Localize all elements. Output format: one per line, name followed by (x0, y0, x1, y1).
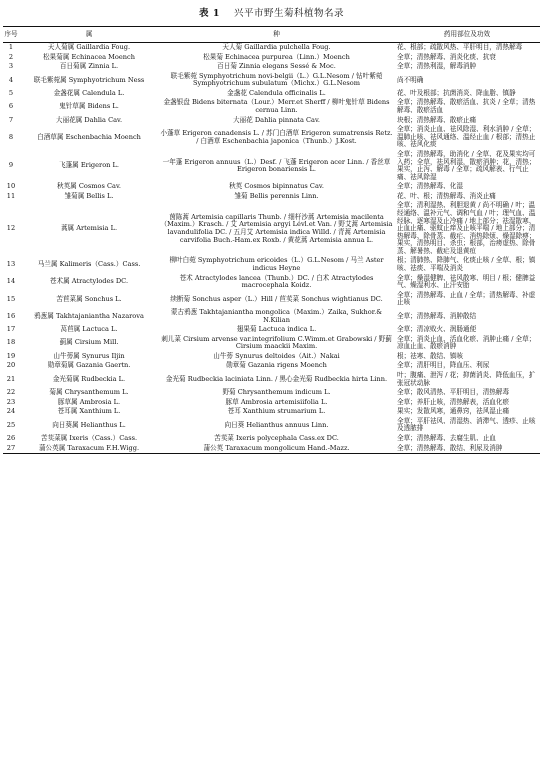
row-genus: 白酒草属 Eschenbachia Moench (37, 132, 141, 141)
row-number: 4 (8, 75, 14, 84)
table-row (3, 62, 540, 72)
row-medicinal-use: 全草；清凉败火、润肠通便 (397, 325, 477, 334)
row-number: 21 (6, 374, 16, 383)
table-row (3, 72, 540, 89)
row-number: 11 (6, 191, 16, 200)
row-genus: 苍耳属 Xanthium L. (57, 407, 121, 416)
row-species: 野菊 Chrysanthemum indicum L. (222, 388, 331, 397)
table-row (3, 398, 540, 408)
table-title: 兴平市野生菊科植物名录 (233, 8, 344, 19)
row-genus: 鬼针草属 Bidens L. (59, 102, 119, 111)
row-genus: 苦荬菜属 Ixeris（Cass.）Cass. (40, 434, 138, 443)
row-medicinal-use: 全草；清热解毒、去腐生肌、止血 (397, 434, 496, 443)
row-genus: 百日菊属 Zinnia L. (59, 62, 119, 71)
table-row (3, 371, 540, 388)
row-species: 刺儿菜 Cirsium arvense var.integrifolium C.Wimm.et Grabowski / 野蓟 Cirsium maackii Maxim. (161, 334, 392, 351)
row-medicinal-use: 全草；养肝止咳，清热解表，活血化瘀 (397, 397, 510, 406)
table-row (3, 182, 540, 192)
row-species: 金盏花 Calendula officinalis L. (227, 88, 326, 97)
row-genus: 豚草属 Ambrosia L. (57, 397, 121, 406)
row-number: 7 (8, 115, 14, 124)
row-species: 天人菊 Gaillardia pulchella Foug. (222, 43, 331, 51)
table-row (3, 308, 540, 325)
table-row (3, 201, 540, 256)
plant-list-table (3, 26, 540, 454)
row-number: 26 (6, 434, 16, 443)
table-row (3, 116, 540, 126)
table-row (3, 388, 540, 398)
row-genus: 秋英属 Cosmos Cav. (57, 182, 121, 191)
row-species: 翅果菊 Lactuca indica L. (236, 325, 317, 334)
row-species: 秋英 Cosmos bipinnatus Cav. (229, 182, 324, 191)
row-genus: 向日葵属 Helianthus L. (52, 420, 126, 429)
row-number: 9 (8, 161, 14, 170)
row-species: 苍术 Atractylodes lancea（Thunb.）DC. / 白术 Atractylodes macrocephala Koidz. (179, 273, 374, 290)
row-number: 5 (8, 88, 14, 97)
table-row (3, 417, 540, 434)
row-medicinal-use: 全草；消炎止血、祛风除湿、利水消肿 / 全草；温肺止咳、祛风通络、温经止血 / 根部；清热止咳、祛风化痰 (397, 125, 536, 149)
row-genus: 松果菊属 Echinacea Moench (43, 52, 135, 61)
table-row (3, 325, 540, 335)
table-row (3, 53, 540, 63)
row-number: 17 (6, 325, 16, 334)
row-number: 8 (8, 132, 14, 141)
row-number: 13 (6, 260, 16, 269)
row-medicinal-use: 叶；腹痛、泄泻 / 花；抑菌消炎、降低血压，扩张冠状动脉 (397, 370, 536, 387)
row-genus: 蒿属 Artemisia L. (60, 224, 118, 233)
row-number: 12 (6, 224, 16, 233)
row-medicinal-use: 全草；清热解毒、消肿散结 (397, 311, 477, 320)
row-medicinal-use: 花、叶及根部；抗菌消炎、降血脂、镇静 (397, 88, 516, 97)
row-number: 16 (6, 311, 16, 320)
row-species: 小蓬草 Erigeron canadensis L. / 苏门白酒草 Erigeron sumatrensis Retz. / 白酒草 Eschenbachia japonica（Thunb.）J.Kost. (160, 128, 393, 145)
row-medicinal-use: 全草；清热解毒，助消化 / 全草、花及果实均可入药；全草，祛风利湿，散瘀消肿；花，清热；果实，止泻、解毒 / 全草；疏风解表、行气止痛、祛风除湿 (397, 149, 536, 181)
row-genus: 大丽花属 Dahlia Cav. (55, 115, 123, 124)
table-row (3, 192, 540, 202)
row-species: 续断菊 Sonchus asper（L.）Hill / 苣荬菜 Sonchus wightianus DC. (170, 294, 383, 303)
row-medicinal-use: 全草；燥湿健脾、祛风散寒、明目 / 根；健脾益气、燥湿利水、止汗安胎 (397, 273, 536, 290)
table-row (3, 352, 540, 362)
row-medicinal-use: 全草；散风清热、平肝明目，清热解毒 (397, 388, 510, 397)
row-species: 向日葵 Helianthus annuus Linn. (224, 420, 329, 429)
table-row (3, 98, 540, 115)
row-medicinal-use: 根；清肺热、降肺气、化痰止咳 / 全草、根；镇咳、祛痰、平喘及消炎 (397, 256, 536, 273)
row-medicinal-use: 全草；清热解毒、散瘀活血、抗炎 / 全草；清热解毒、散瘀活血 (397, 98, 536, 115)
row-species: 联毛紫菀 Symphyotrichum novi-belgii（L.）G.L.Nesom / 钻叶紫菀 Symphyotrichum subulatum（Michx.）G.L.Nesom (170, 71, 383, 88)
row-number: 22 (6, 388, 16, 397)
row-medicinal-use: 尚不明确 (397, 75, 424, 84)
row-number: 25 (6, 420, 16, 429)
table-body (3, 43, 540, 454)
row-species: 大丽花 Dahlia pinnata Cav. (232, 115, 321, 124)
table-caption (0, 5, 543, 19)
row-genus: 联毛紫菀属 Symphyotrichum Ness (33, 75, 145, 84)
table-number: 表 1 (199, 8, 220, 19)
row-number: 6 (8, 102, 14, 111)
row-medicinal-use: 根；祛寒、散结、镇咳 (397, 351, 463, 360)
table-row (3, 444, 540, 454)
row-medicinal-use: 全草；清热解毒、散结、利尿及消肿 (394, 444, 540, 454)
row-species: 豚草 Ambrosia artemisiifolia L. (225, 397, 328, 406)
row-number: 10 (6, 182, 16, 191)
row-species: 百日菊 Zinnia elegans Sessé & Moc. (217, 62, 336, 71)
table-header-row (3, 27, 540, 43)
row-genus: 山牛蒡属 Synurus Iljin (53, 351, 125, 360)
row-number: 15 (6, 294, 16, 303)
table-row (3, 291, 540, 308)
row-medicinal-use: 全草；清热解毒、消炎化痰、抗衰 (397, 52, 496, 61)
row-number: 23 (6, 397, 16, 406)
table-row (3, 335, 540, 352)
row-species: 金盏银盘 Bidens biternata（Lour.）Merr.et Sherff / 柳叶鬼针草 Bidens cernua Linn. (163, 98, 390, 115)
header-medicinal-use: 药用部位及功效 (394, 27, 540, 43)
row-medicinal-use: 全草；清利湿热、利胆退黄 / 尚不明确 / 叶；温经通络、温补元气、调和气血 / 叶；理气血、温经脉、逐寒湿及止冷痛 / 地上部分；祛湿散寒、止血止痛、驱蚊止痒及止咳平喘 / 地上部分；清热解毒、除骨蒸、截疟、消热除烦、燥湿除痹；果实，清热明目、杀虫；根部，治痨虚热、除骨蒸、解暑热、截疟及退黄疸 (397, 201, 536, 255)
row-species: 雏菊 Bellis perennis Linn. (234, 191, 319, 200)
header-number: 序号 (3, 27, 19, 43)
row-medicinal-use: 花、根部；疏散风热、平肝明目，清热解毒 (397, 43, 523, 51)
row-medicinal-use: 全草；清肝明目，降血压、利尿 (397, 361, 490, 370)
row-genus: 蓟属 Cirsium Mill. (59, 338, 119, 347)
row-species: 柳叶白菀 Symphyotrichum ericoides（L.）G.L.Nesom / 马兰 Aster indicus Heyne (169, 256, 384, 273)
row-genus: 雏菊属 Bellis L. (64, 191, 114, 200)
row-number: 27 (3, 444, 19, 454)
row-species: 勋章菊 Gazania rigens Moench (226, 361, 327, 370)
row-medicinal-use: 全草；消炎止血、活血化瘀、消肿止痛 / 全草；凉血止血、散瘀消肿 (397, 334, 536, 351)
row-genus: 鸦葱属 Takhtajaniantha Nazarova (34, 311, 144, 320)
row-medicinal-use: 全草；清热解毒、止血 / 全草；清热解毒、补虚止咳 (397, 290, 536, 307)
row-medicinal-use: 花、叶、根；清热解毒、消炎止痛 (397, 191, 496, 200)
row-genus: 苍术属 Atractylodes DC. (49, 277, 129, 286)
row-genus: 勋章菊属 Gazania Gaertn. (47, 361, 131, 370)
row-number: 24 (6, 407, 16, 416)
row-species: 一年蓬 Erigeron annuus（L.）Desf. / 飞蓬 Erigeron acer Linn. / 香丝草 Erigeron bonariensis L. (162, 157, 391, 174)
row-medicinal-use: 块根；清热解毒、散瘀止痛 (397, 115, 477, 124)
table-row (3, 407, 540, 417)
row-medicinal-use: 全草；平肝祛风、清湿热、消滞气、透疹、止咳及透脓排 (397, 416, 536, 433)
row-species: 茵陈蒿 Artemisia capillaris Thunb. / 细杆沙蒿 Artemisia macilenta（Maxim.）Krasch. / 艾 Artemisia argyi Lévl.et Van. / 野艾蒿 Artemisia lavandulifolia DC. / 五月艾 Artemisia indica Willd. / 青蒿 Artemisia carvifolia Buch.-Ham.ex Roxb. / 黄花蒿 Artemisia annua L. (160, 212, 393, 244)
row-number: 18 (6, 338, 16, 347)
row-species: 松果菊 Echinacea purpurea（Linn.）Moench (203, 52, 350, 61)
row-genus: 金光菊属 Rudbeckia L. (52, 374, 126, 383)
row-medicinal-use: 全草；清热利湿，解毒消肿 (397, 62, 477, 71)
row-genus: 马兰属 Kalimeris（Cass.）Cass. (37, 260, 141, 269)
row-number: 1 (8, 43, 14, 51)
row-species: 苍耳 Xanthium strumarium L. (227, 407, 326, 416)
header-genus: 属 (19, 27, 159, 43)
header-species: 种 (159, 27, 394, 43)
row-species: 山牛蒡 Synurus deltoides（Ait.）Nakai (213, 351, 340, 360)
row-number: 3 (8, 62, 14, 71)
table-row (3, 125, 540, 150)
row-genus: 莴苣属 Lactuca L. (60, 325, 118, 334)
row-genus: 苦苣菜属 Sonchus L. (56, 294, 122, 303)
row-number: 19 (6, 351, 16, 360)
table-row (3, 256, 540, 273)
table-row (3, 434, 540, 444)
row-species: 蒙古鸦葱 Takhtajaniantha mongolica（Maxim.）Zaika, Sukhor.& N.Kilian (170, 307, 383, 324)
row-number: 14 (6, 277, 16, 286)
table-row (3, 274, 540, 291)
table-row (3, 43, 540, 53)
row-number: 2 (8, 52, 14, 61)
row-species: 蒲公英 Taraxacum mongolicum Hand.-Mazz. (159, 444, 394, 454)
row-number: 20 (6, 361, 16, 370)
row-genus: 天人菊属 Gaillardia Foug. (47, 43, 131, 51)
table-row (3, 361, 540, 371)
table-row (3, 150, 540, 182)
row-genus: 金盏花属 Calendula L. (53, 88, 125, 97)
row-genus: 蒲公英属 Taraxacum F.H.Wigg. (19, 444, 159, 454)
row-genus: 菊属 Chrysanthemum L. (49, 388, 129, 397)
row-species: 苦荬菜 Ixeris polycephala Cass.ex DC. (214, 434, 339, 443)
row-medicinal-use: 果实；发散风寒，通鼻窍，祛风湿止痛 (397, 407, 510, 416)
row-genus: 飞蓬属 Erigeron L. (58, 161, 119, 170)
row-species: 金光菊 Rudbeckia laciniata Linn. / 黑心金光菊 Rudbeckia hirta Linn. (165, 374, 388, 383)
row-medicinal-use: 全草；清热解毒、化湿 (397, 182, 463, 191)
